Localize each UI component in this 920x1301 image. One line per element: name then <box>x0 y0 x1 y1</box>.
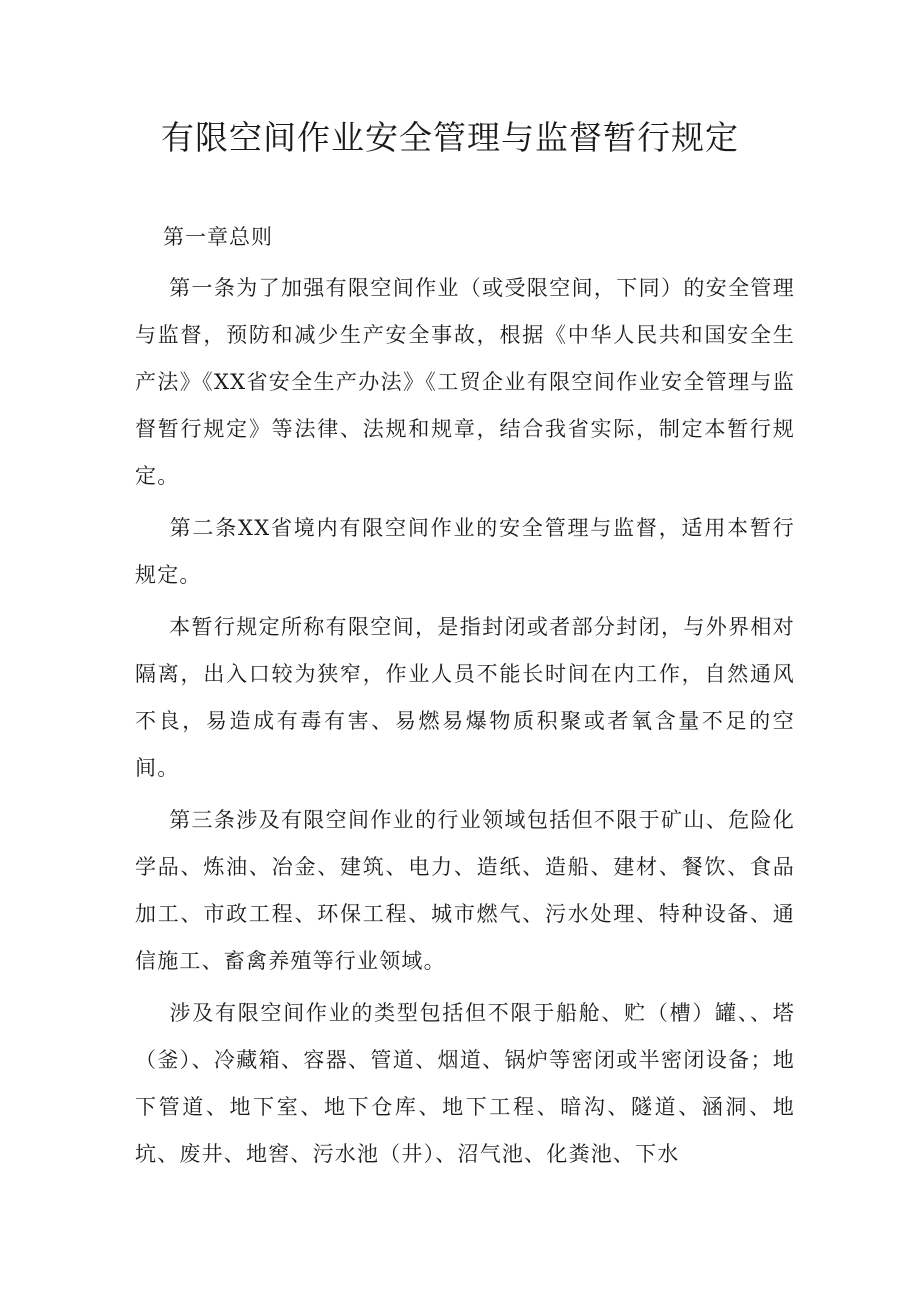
paragraph-text: 涉及有限空间作业的类型包括但不限于船舱、贮（槽）罐、、塔（釜）、冷藏箱、容器、管道、烟道、锅炉等密闭或半密闭设备；地下管道、地下室、地下仓库、地下工程、暗沟、隧道、涵洞、地坑、废井、地窖、污水池（井）、沼气池、化粪池、下水 <box>135 1001 795 1166</box>
paragraph-article-1 <box>135 265 795 500</box>
paragraph-article-2 <box>135 505 795 599</box>
chapter-heading: 第一章总则 <box>163 225 273 249</box>
document-title: 有限空间作业安全管理与监督暂行规定 <box>161 118 739 157</box>
paragraph-text: 第三条涉及有限空间作业的行业领域包括但不限于矿山、危险化学品、炼油、冶金、建筑、电力、造纸、造船、建材、餐饮、食品加工、市政工程、环保工程、城市燃气、污水处理、特种设备、通信施工、畜禽养殖等行业领域。 <box>135 808 795 973</box>
paragraph-article-3 <box>135 797 795 985</box>
document-body <box>135 214 795 1183</box>
paragraph-text: 本暂行规定所称有限空间，是指封闭或者部分封闭，与外界相对隔离，出入口较为狭窄，作业人员不能长时间在内工作，自然通风不良，易造成有毒有害、易燃易爆物质积聚或者氧含量不足的空间。 <box>135 615 795 780</box>
paragraph-space-types <box>135 990 795 1178</box>
paragraph-definition <box>135 604 795 792</box>
paragraph-text: 第一条为了加强有限空间作业（或受限空间，下同）的安全管理与监督，预防和减少生产安全事故，根据《中华人民共和国安全生产法》《XX省安全生产办法》《工贸企业有限空间作业安全管理与监督暂行规定》等法律、法规和规章，结合我省实际，制定本暂行规定。 <box>135 276 795 488</box>
paragraph-text: 第二条XX省境内有限空间作业的安全管理与监督，适用本暂行规定。 <box>135 516 795 587</box>
